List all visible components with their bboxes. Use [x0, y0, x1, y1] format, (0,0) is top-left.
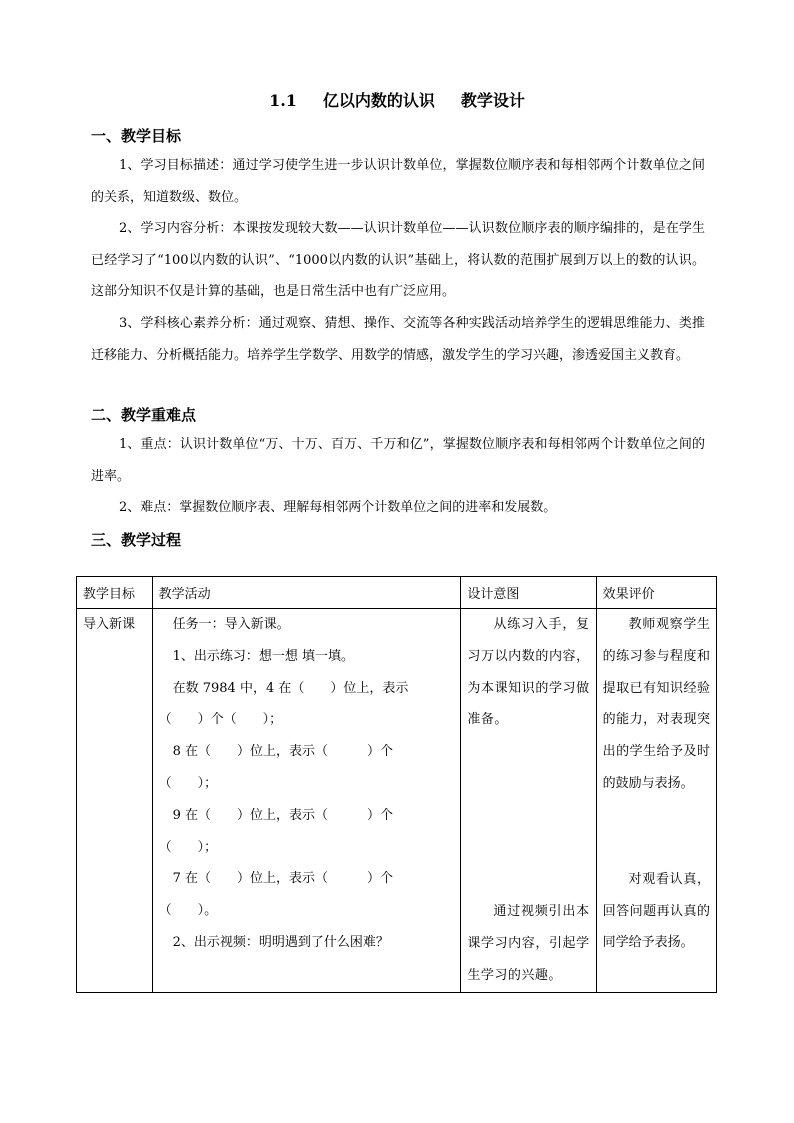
- goals-paragraph-1: 1、学习目标描述：通过学习使学生进一步认识计数单位，掌握数位顺序表和每相邻两个计数单位之间的关系，知道数级、数位。: [91, 158, 705, 205]
- lesson-number: 1.1: [269, 91, 297, 110]
- activity-line: （ ）。: [158, 903, 218, 919]
- section-heading-keypoints: 二、教学重难点: [91, 406, 197, 424]
- activity-line: 在数 7984 中，4 在（ ）位上，表示: [172, 680, 409, 696]
- section-heading-process: 三、教学过程: [91, 531, 182, 549]
- teaching-process-table: [76, 576, 717, 993]
- activity-line: （ ）；: [158, 839, 218, 855]
- document-type: 教学设计: [460, 91, 525, 110]
- activity-line: 9 在（ ）位上，表示（ ）个: [172, 807, 393, 823]
- header-intent: 设计意图: [461, 577, 596, 609]
- header-evaluation: 效果评价: [596, 577, 716, 609]
- evaluation-text-2: 对观看认真，回答问题再认真的同学给予表扬。: [602, 871, 710, 951]
- goals-paragraph-2: 2、学习内容分析：本课按发现较大数——认识计数单位——认识数位顺序表的顺序编排的，是在学生已经学习了“100以内数的认识”、“1000以内数的认识”基础上，将认数的范围扩展到万以上的数的认识。这部分知识不仅是计算的基础，也是日常生活中也有广泛应用。: [91, 221, 705, 299]
- lesson-topic: 亿以内数的认识: [322, 91, 435, 110]
- intent-text-2: 通过视频引出本课学习内容，引起学生学习的兴趣。: [467, 904, 590, 983]
- table-header-row: [77, 577, 717, 609]
- activity-line: （ ）个（ ）；: [158, 712, 283, 728]
- document-title: [0, 88, 794, 111]
- activity-line: （ ）；: [158, 775, 218, 791]
- goal-cell: 导入新课: [77, 609, 153, 993]
- evaluation-cell: [596, 609, 716, 993]
- table-row: [77, 609, 717, 993]
- evaluation-text-1: 教师观察学生的练习参与程度和提取已有知识经验的能力，对表现突出的学生给予及时的鼓励与表扬。: [602, 617, 710, 791]
- activity-line: 7 在（ ）位上，表示（ ）个: [172, 871, 393, 887]
- intent-text-1: 从练习入手，复习万以内数的内容，为本课知识的学习做准备。: [467, 617, 590, 728]
- activity-line: 8 在（ ）位上，表示（ ）个: [172, 744, 393, 760]
- section-heading-goals: 一、教学目标: [91, 127, 182, 145]
- keypoints-paragraph-1: 1、重点：认识计数单位“万、十万、百万、千万和亿”，掌握数位顺序表和每相邻两个计数单位之间的进率。: [91, 437, 705, 484]
- header-goal: 教学目标: [77, 577, 153, 609]
- header-activity: 教学活动: [152, 577, 461, 609]
- keypoints-paragraph-2: 2、难点：掌握数位顺序表、理解每相邻两个计数单位之间的进率和发展数。: [119, 500, 557, 515]
- goals-paragraph-3: 3、学科核心素养分析：通过观察、猜想、操作、交流等各种实践活动培养学生的逻辑思维能力、类推迁移能力、分析概括能力。培养学生学数学、用数学的情感，激发学生的学习兴趣，渗透爱国主义教育。: [91, 316, 705, 363]
- activity-line: 2、出示视频：明明遇到了什么困难？: [172, 934, 389, 950]
- activity-line: 任务一：导入新课。: [172, 617, 290, 632]
- intent-cell: [461, 609, 596, 993]
- activity-cell: [152, 609, 461, 993]
- activity-line: 1、出示练习：想一想 填一填。: [172, 648, 354, 664]
